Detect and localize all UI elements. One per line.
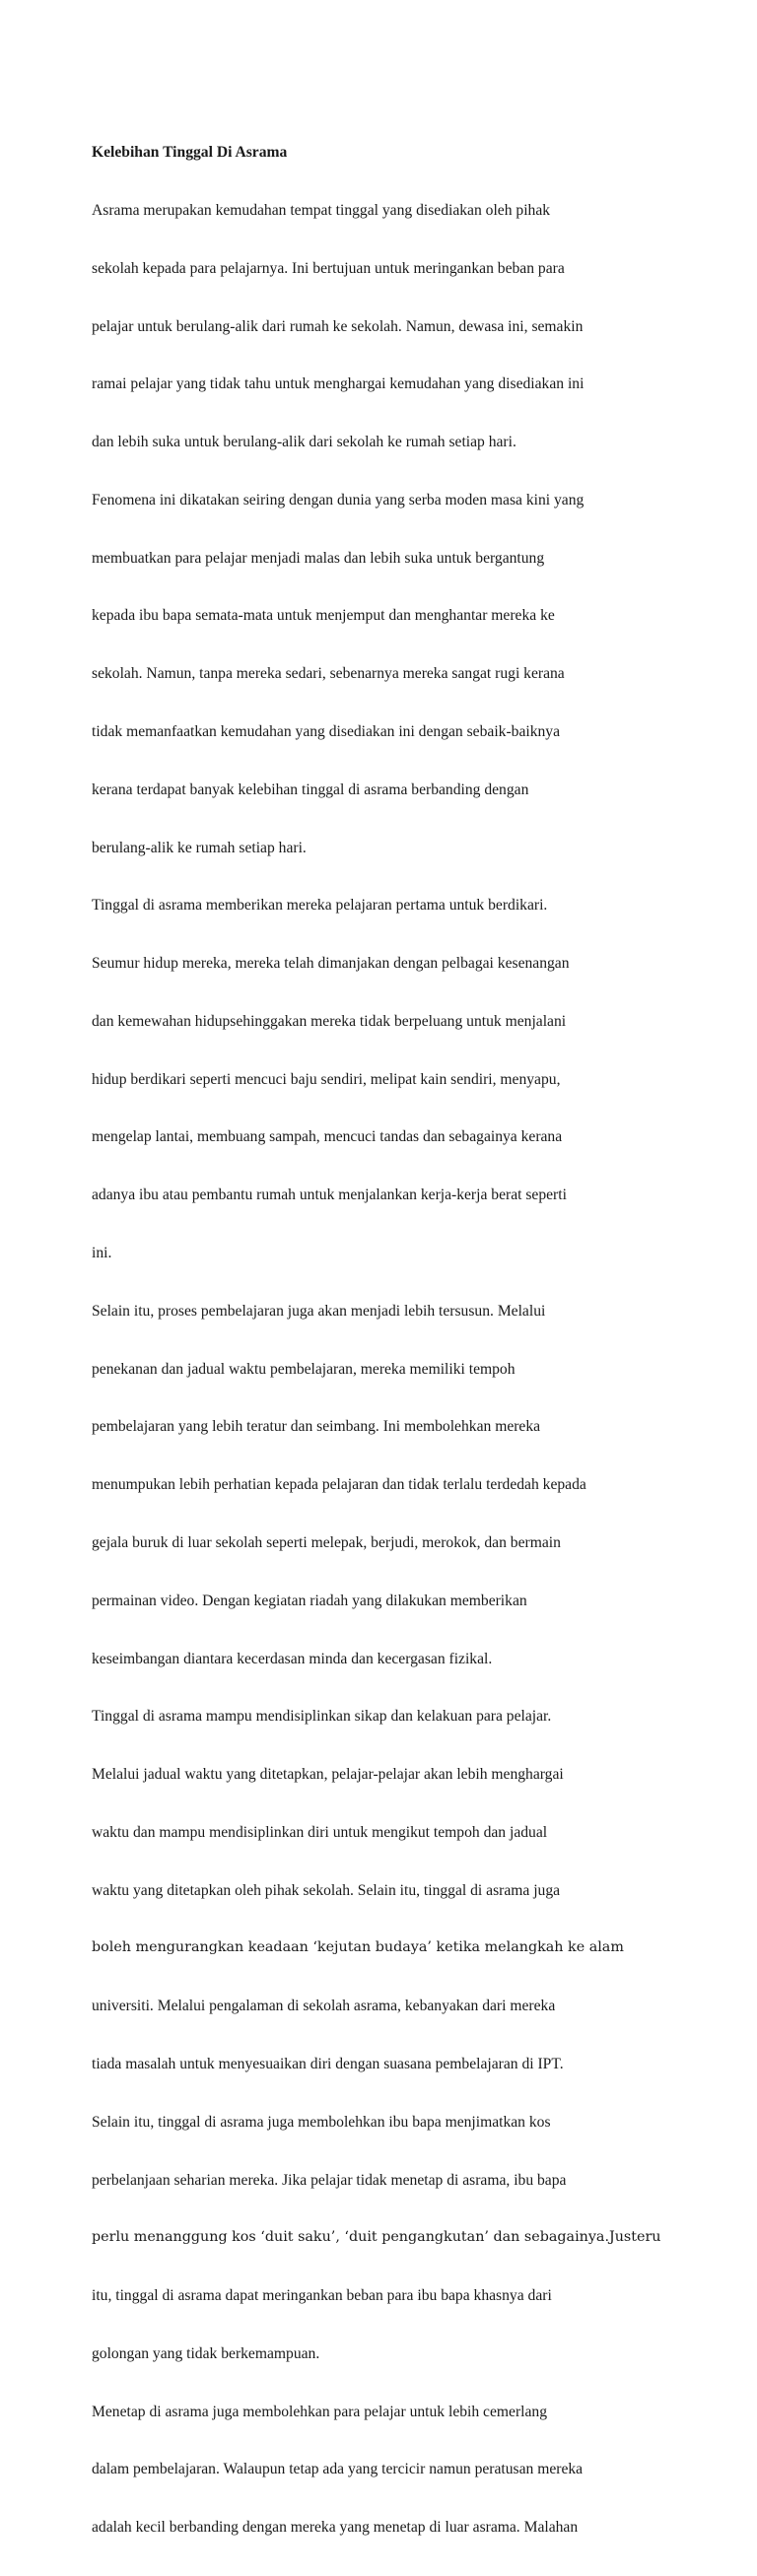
text-line: gejala buruk di luar sekolah seperti melepak, berjudi, merokok, dan bermain — [92, 1533, 561, 1551]
text-line: Menetap di asrama juga membolehkan para pelajar untuk lebih cemerlang — [92, 2403, 547, 2420]
text-line: Asrama merupakan kemudahan tempat tinggal yang disediakan oleh pihak — [92, 201, 551, 219]
text-line: Tinggal di asrama memberikan mereka pelajaran pertama untuk berdikari. — [92, 897, 548, 915]
text-line: sekolah kepada para pelajarnya. Ini bertujuan untuk meringankan beban para — [92, 259, 565, 277]
text-line: berulang-alik ke rumah setiap hari. — [92, 839, 307, 856]
text-line: Tinggal di asrama mampu mendisiplinkan sikap dan kelakuan para pelajar. — [92, 1708, 552, 1726]
text-line: dan lebih suka untuk berulang-alik dari sekolah ke rumah setiap hari. — [92, 434, 516, 451]
text-line: Selain itu, proses pembelajaran juga akan menjadi lebih tersusun. Melalui — [92, 1302, 546, 1320]
text-line: adanya ibu atau pembantu rumah untuk menjalankan kerja-kerja berat seperti — [92, 1186, 567, 1204]
text-line: golongan yang tidak berkemampuan. — [92, 2344, 320, 2362]
text-line: boleh mengurangkan keadaan ‘kejutan budaya’ ketika melangkah ke alam — [92, 1939, 624, 1956]
text-line: permainan video. Dengan kegiatan riadah yang dilakukan memberikan — [92, 1592, 527, 1609]
text-line: penekanan dan jadual waktu pembelajaran, mereka memiliki tempoh — [92, 1360, 516, 1378]
document-body — [92, 104, 683, 2576]
text-line: dalam pembelajaran. Walaupun tetap ada yang tercicir namun peratusan mereka — [92, 2461, 584, 2478]
text-line: kerana terdapat banyak kelebihan tinggal di asrama berbanding dengan — [92, 780, 529, 798]
text-line: dan kemewahan hidupsehinggakan mereka tidak berpeluang untuk menjalani — [92, 1012, 567, 1030]
text-line: sekolah. Namun, tanpa mereka sedari, sebenarnya mereka sangat rugi kerana — [92, 665, 565, 683]
text-line: pembelajaran yang lebih teratur dan seimbang. Ini membolehkan mereka — [92, 1418, 541, 1436]
text-line: membuatkan para pelajar menjadi malas dan lebih suka untuk bergantung — [92, 549, 545, 567]
text-line: tiada masalah untuk menyesuaikan diri dengan suasana pembelajaran di IPT. — [92, 2055, 564, 2072]
text-line: ini. — [92, 1245, 112, 1262]
text-line: universiti. Melalui pengalaman di sekolah asrama, kebanyakan dari mereka — [92, 1998, 556, 2015]
text-line: menumpukan lebih perhatian kepada pelajaran dan tidak terlalu terdedah kepada — [92, 1476, 586, 1494]
text-line: Fenomena ini dikatakan seiring dengan dunia yang serba moden masa kini yang — [92, 491, 585, 508]
text-line: perlu menanggung kos ‘duit saku’, ‘duit pengangkutan’ dan sebagainya.Justeru — [92, 2229, 661, 2246]
text-line: waktu yang ditetapkan oleh pihak sekolah. Selain itu, tinggal di asrama juga — [92, 1881, 561, 1899]
text-line: kepada ibu bapa semata-mata untuk menjemput dan menghantar mereka ke — [92, 607, 555, 625]
text-line: perbelanjaan seharian mereka. Jika pelajar tidak menetap di asrama, ibu bapa — [92, 2171, 567, 2189]
text-line: mengelap lantai, membuang sampah, mencuci tandas dan sebagainya kerana — [92, 1128, 563, 1146]
text-line: adalah kecil berbanding dengan mereka yang menetap di luar asrama. Malahan — [92, 2519, 579, 2537]
text-line: waktu dan mampu mendisiplinkan diri untuk mengikut tempoh dan jadual — [92, 1823, 548, 1841]
text-line: hidup berdikari seperti mencuci baju sendiri, melipat kain sendiri, menyapu, — [92, 1070, 561, 1088]
text-line: Melalui jadual waktu yang ditetapkan, pelajar-pelajar akan lebih menghargai — [92, 1766, 564, 1784]
text-line: tidak memanfaatkan kemudahan yang disediakan ini dengan sebaik-baiknya — [92, 723, 561, 740]
text-line: Selain itu, tinggal di asrama juga membolehkan ibu bapa menjimatkan kos — [92, 2113, 551, 2131]
text-line: itu, tinggal di asrama dapat meringankan beban para ibu bapa khasnya dari — [92, 2287, 552, 2305]
document-title: Kelebihan Tinggal Di Asrama — [92, 144, 288, 162]
text-line: keseimbangan diantara kecerdasan minda dan kecergasan fizikal. — [92, 1650, 493, 1667]
text-line: ramai pelajar yang tidak tahu untuk menghargai kemudahan yang disediakan ini — [92, 375, 585, 393]
text-line: Seumur hidup mereka, mereka telah dimanjakan dengan pelbagai kesenangan — [92, 955, 570, 973]
text-line: pelajar untuk berulang-alik dari rumah ke sekolah. Namun, dewasa ini, semakin — [92, 317, 584, 335]
